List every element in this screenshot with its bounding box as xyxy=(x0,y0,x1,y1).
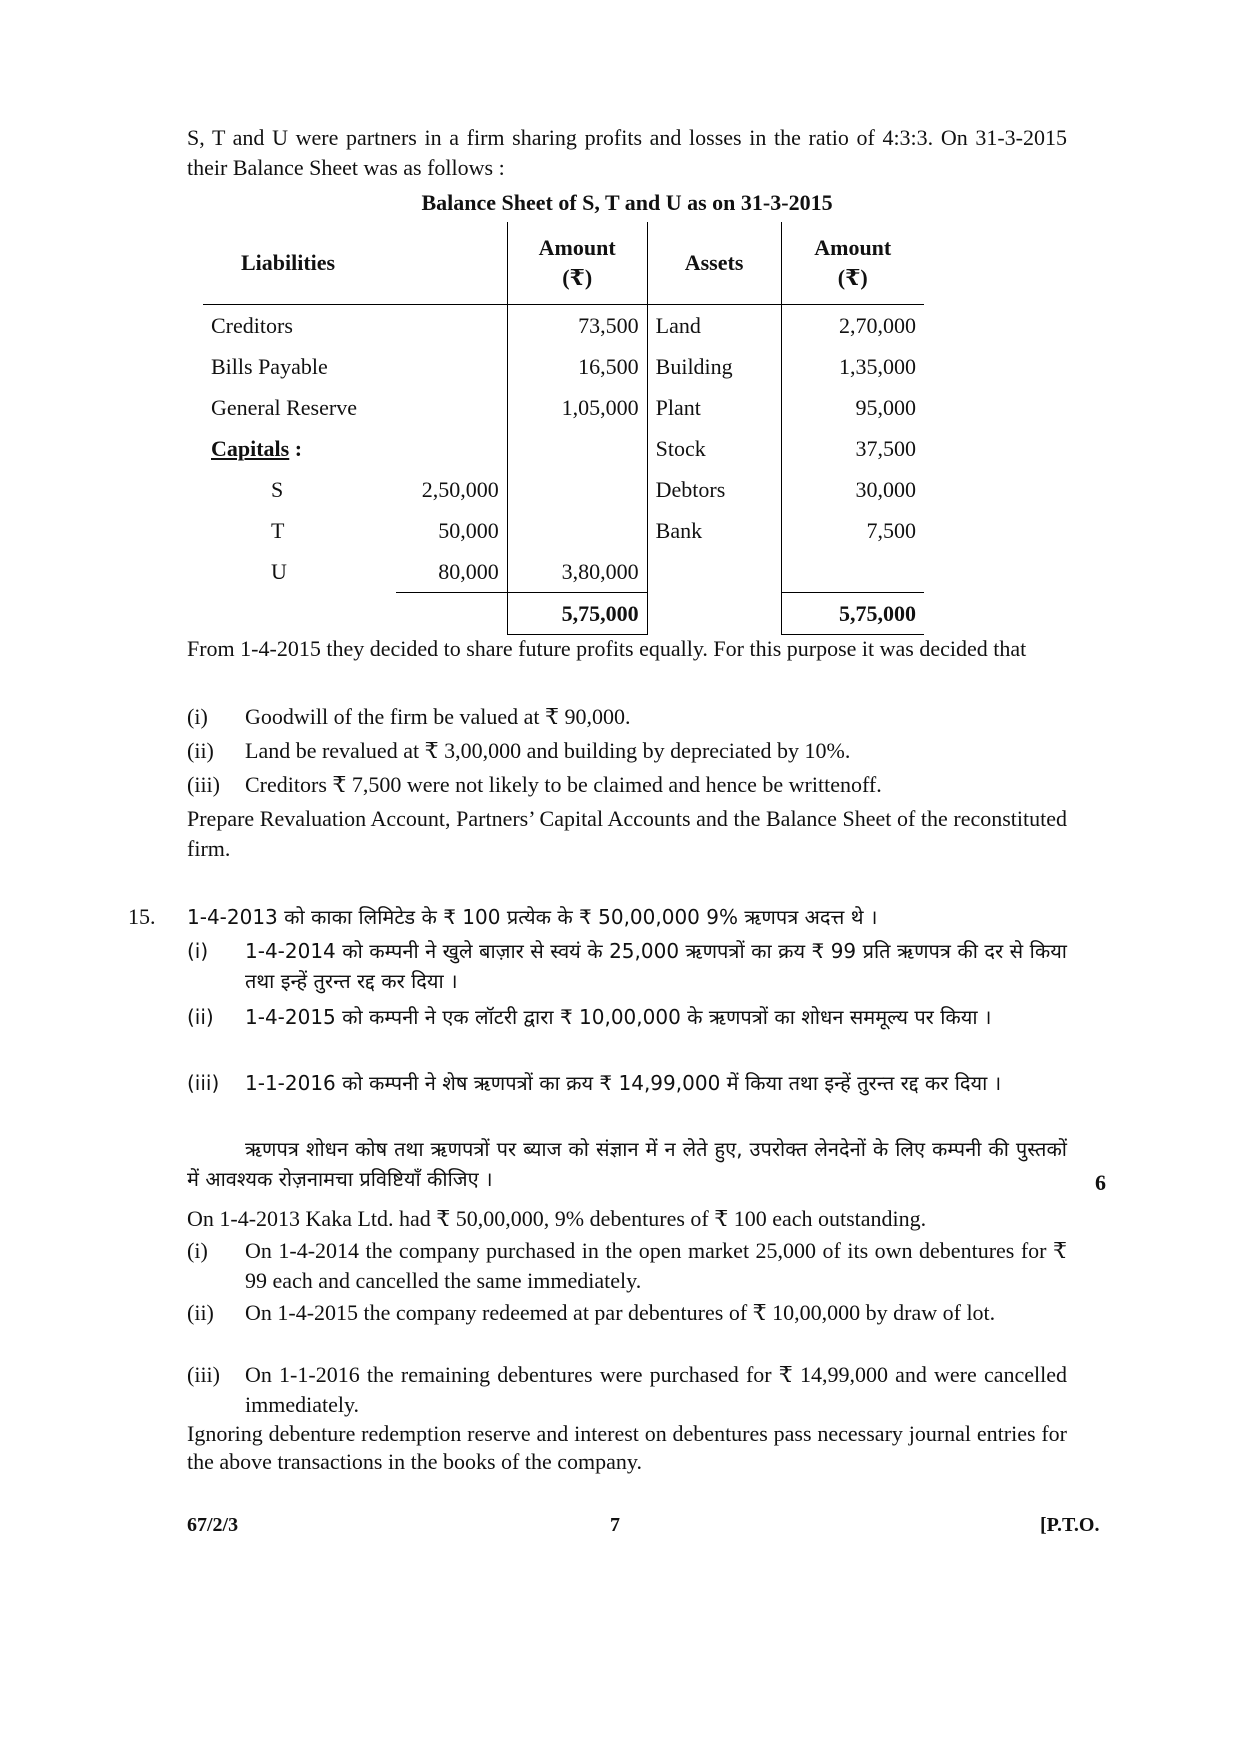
english-item-number: (ii) xyxy=(187,1300,214,1325)
english-item-text: On 1-4-2014 the company purchased in the open market 25,000 of its own debentures for ₹ 99 each and cancelled the same immediately. xyxy=(245,1238,1067,1293)
table-header-row xyxy=(203,222,924,305)
liability-amount xyxy=(507,510,647,551)
english-item-number: (i) xyxy=(187,1238,208,1263)
partner-name: T xyxy=(271,517,285,543)
english-item-text: On 1-4-2015 the company redeemed at par debentures of ₹ 10,00,000 by draw of lot. xyxy=(245,1300,996,1325)
liability-amount: 1,05,000 xyxy=(507,387,647,428)
asset-amount: 2,70,000 xyxy=(781,305,924,347)
liability-amount xyxy=(507,469,647,510)
hindi-item-number: (iii) xyxy=(187,1071,220,1095)
balance-sheet-table xyxy=(203,222,924,635)
liability-label: General Reserve xyxy=(211,394,357,420)
english-item xyxy=(187,1360,1067,1420)
liability-amount: 73,500 xyxy=(507,305,647,347)
table-row xyxy=(203,551,924,593)
table-row xyxy=(203,305,924,347)
english-item xyxy=(187,1236,1067,1296)
hindi-item-number: (i) xyxy=(187,939,209,963)
pto-marker: [P.T.O. xyxy=(1040,1514,1100,1536)
total-row xyxy=(203,593,924,635)
condition-text: Land be revalued at ₹ 3,00,000 and building by depreciated by 10%. xyxy=(245,738,851,763)
hindi-item-text: 1-4-2015 को कम्पनी ने एक लॉटरी द्वारा ₹ 10,00,000 के ऋणपत्रों का शोधन सममूल्य पर किया । xyxy=(245,1005,992,1029)
condition-number: (iii) xyxy=(187,772,220,797)
header-assets: Assets xyxy=(647,222,781,305)
hindi-instruction: ऋणपत्र शोधन कोष तथा ऋणपत्रों पर ब्याज को संज्ञान में न लेते हुए, उपरोक्त लेनदेनों के लिए कम्पनी की पुस्तकों में आवश्यक रोज़नामचा प्रविष्टियाँ कीजिए । xyxy=(187,1137,1067,1191)
partner-capital: 50,000 xyxy=(438,517,499,543)
english-item-text: On 1-1-2016 the remaining debentures were purchased for ₹ 14,99,000 and were cancelled immediately. xyxy=(245,1362,1067,1417)
asset-amount: 37,500 xyxy=(781,428,924,469)
marks: 6 xyxy=(1095,1170,1106,1195)
table-row xyxy=(203,469,924,510)
intro-paragraph: S, T and U were partners in a firm sharing profits and losses in the ratio of 4:3:3. On 31-3-2015 their Balance Sheet was as follows : xyxy=(187,125,1067,180)
partner-capital: 80,000 xyxy=(438,558,499,584)
hindi-item xyxy=(187,936,1067,996)
total-liabilities: 5,75,000 xyxy=(507,593,647,635)
table-row xyxy=(203,346,924,387)
hindi-item-text: 1-4-2014 को कम्पनी ने खुले बाज़ार से स्वयं के 25,000 ऋणपत्रों का क्रय ₹ 99 प्रति ऋणपत्र की दर से किया तथा इन्हें तुरन्त रद्द कर दिया । xyxy=(245,939,1067,993)
liability-amount xyxy=(507,428,647,469)
asset-amount xyxy=(781,551,924,593)
paper-code: 67/2/3 xyxy=(187,1514,239,1536)
asset-amount: 95,000 xyxy=(781,387,924,428)
hindi-item-number: (ii) xyxy=(187,1005,214,1029)
table-row xyxy=(203,510,924,551)
asset-label: Land xyxy=(647,305,781,347)
condition-number: (i) xyxy=(187,704,208,729)
capitals-label: Capitals : xyxy=(211,435,303,461)
header-amount-2: Amount (₹) xyxy=(781,222,924,305)
hindi-item-text: 1-1-2016 को कम्पनी ने शेष ऋणपत्रों का क्रय ₹ 14,99,000 में किया तथा इन्हें तुरन्त रद्द कर दिया । xyxy=(245,1071,1002,1095)
condition-number: (ii) xyxy=(187,738,214,763)
decision-paragraph: From 1-4-2015 they decided to share future profits equally. For this purpose it was decided that xyxy=(187,636,1027,661)
liability-label: Creditors xyxy=(211,312,293,338)
question-number: 15. xyxy=(128,904,156,929)
condition-item xyxy=(187,736,1067,766)
partner-name: S xyxy=(271,476,284,502)
asset-label: Stock xyxy=(647,428,781,469)
english-item xyxy=(187,1298,1067,1328)
english-instruction: Ignoring debenture redemption reserve and interest on debentures pass necessary journal entries for the above transactions in the books of the company. xyxy=(187,1421,1067,1474)
partner-capital: 2,50,000 xyxy=(421,476,499,502)
hindi-item xyxy=(187,1068,1067,1098)
asset-amount: 30,000 xyxy=(781,469,924,510)
liability-label: Bills Payable xyxy=(211,353,328,379)
asset-label xyxy=(647,551,781,593)
asset-label: Debtors xyxy=(647,469,781,510)
asset-label: Plant xyxy=(647,387,781,428)
prepare-instruction: Prepare Revaluation Account, Partners’ Capital Accounts and the Balance Sheet of the reconstituted firm. xyxy=(187,806,1067,861)
asset-amount: 7,500 xyxy=(781,510,924,551)
condition-item xyxy=(187,770,1067,800)
asset-label: Bank xyxy=(647,510,781,551)
liability-amount: 3,80,000 xyxy=(507,551,647,593)
hindi-item xyxy=(187,1002,1067,1032)
liability-amount: 16,500 xyxy=(507,346,647,387)
table-row xyxy=(203,387,924,428)
english-item-number: (iii) xyxy=(187,1362,220,1387)
condition-text: Creditors ₹ 7,500 were not likely to be claimed and hence be writtenoff. xyxy=(245,772,882,797)
header-amount-1: Amount (₹) xyxy=(507,222,647,305)
table-row xyxy=(203,428,924,469)
condition-text: Goodwill of the firm be valued at ₹ 90,000. xyxy=(245,704,631,729)
condition-item xyxy=(187,702,1067,732)
page-number: 7 xyxy=(610,1514,620,1536)
balance-sheet-title: Balance Sheet of S, T and U as on 31-3-2015 xyxy=(421,190,833,215)
total-assets: 5,75,000 xyxy=(781,593,924,635)
asset-label: Building xyxy=(647,346,781,387)
header-liabilities: Liabilities xyxy=(203,222,507,305)
partner-name: U xyxy=(271,558,287,584)
hindi-intro: 1-4-2013 को काका लिमिटेड के ₹ 100 प्रत्येक के ₹ 50,00,000 9% ऋणपत्र अदत्त थे । xyxy=(187,905,878,929)
english-intro: On 1-4-2013 Kaka Ltd. had ₹ 50,00,000, 9% debentures of ₹ 100 each outstanding. xyxy=(187,1206,927,1231)
asset-amount: 1,35,000 xyxy=(781,346,924,387)
